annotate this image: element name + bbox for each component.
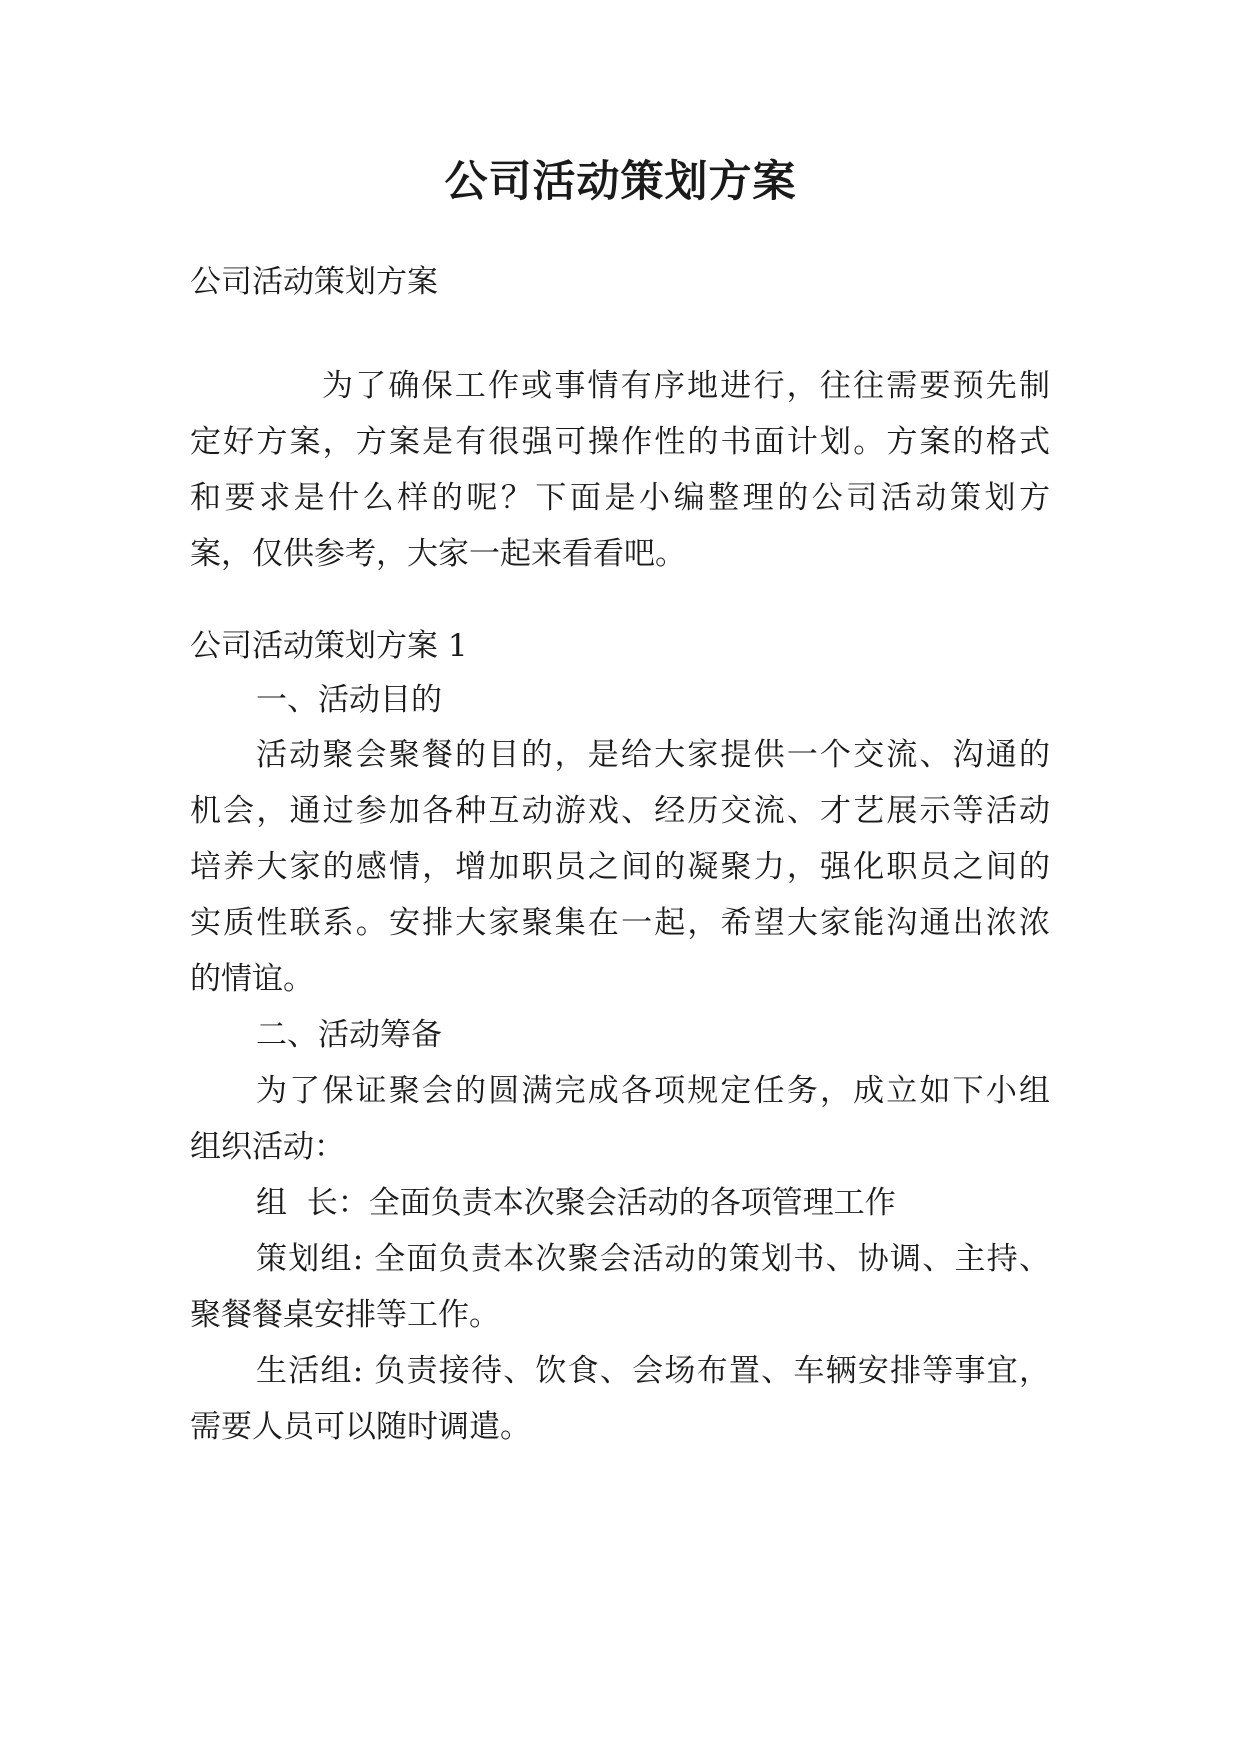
intro-line: 为了确保工作或事情有序地进行，往往需要预先制 (322, 368, 1050, 404)
document-title: 公司活动策划方案 (444, 157, 797, 207)
section-heading: 公司活动策划方案 1 (190, 628, 468, 664)
purpose-heading: 一、活动目的 (256, 682, 442, 718)
living-line: 生活组: 负责接待、饮食、会场布置、车辆安排等事宜， (256, 1353, 1050, 1389)
prep-heading: 二、活动筹备 (256, 1017, 442, 1053)
purpose-line: 培养大家的感情，增加职员之间的凝聚力，强化职员之间的 (190, 849, 1050, 885)
planning-line: 聚餐餐桌安排等工作。 (190, 1297, 500, 1333)
prep-line: 组织活动： (190, 1129, 345, 1165)
purpose-line: 实质性联系。安排大家聚集在一起，希望大家能沟通出浓浓 (190, 905, 1050, 941)
prep-line: 为了保证聚会的圆满完成各项规定任务，成立如下小组 (256, 1073, 1050, 1109)
living-line: 需要人员可以随时调遣。 (190, 1409, 531, 1445)
purpose-line: 的情谊。 (190, 961, 314, 997)
purpose-line: 机会，通过参加各种互动游戏、经历交流、才艺展示等活动 (190, 793, 1050, 829)
intro-line: 案，仅供参考，大家一起来看看吧。 (190, 536, 686, 572)
document-subtitle: 公司活动策划方案 (190, 264, 438, 300)
leader-line: 组 长：全面负责本次聚会活动的各项管理工作 (256, 1185, 896, 1221)
purpose-line: 活动聚会聚餐的目的，是给大家提供一个交流、沟通的 (256, 737, 1050, 773)
intro-line: 定好方案，方案是有很强可操作性的书面计划。方案的格式 (190, 424, 1050, 460)
intro-line: 和要求是什么样的呢？下面是小编整理的公司活动策划方 (190, 480, 1050, 516)
planning-line: 策划组: 全面负责本次聚会活动的策划书、协调、主持、 (256, 1241, 1050, 1277)
